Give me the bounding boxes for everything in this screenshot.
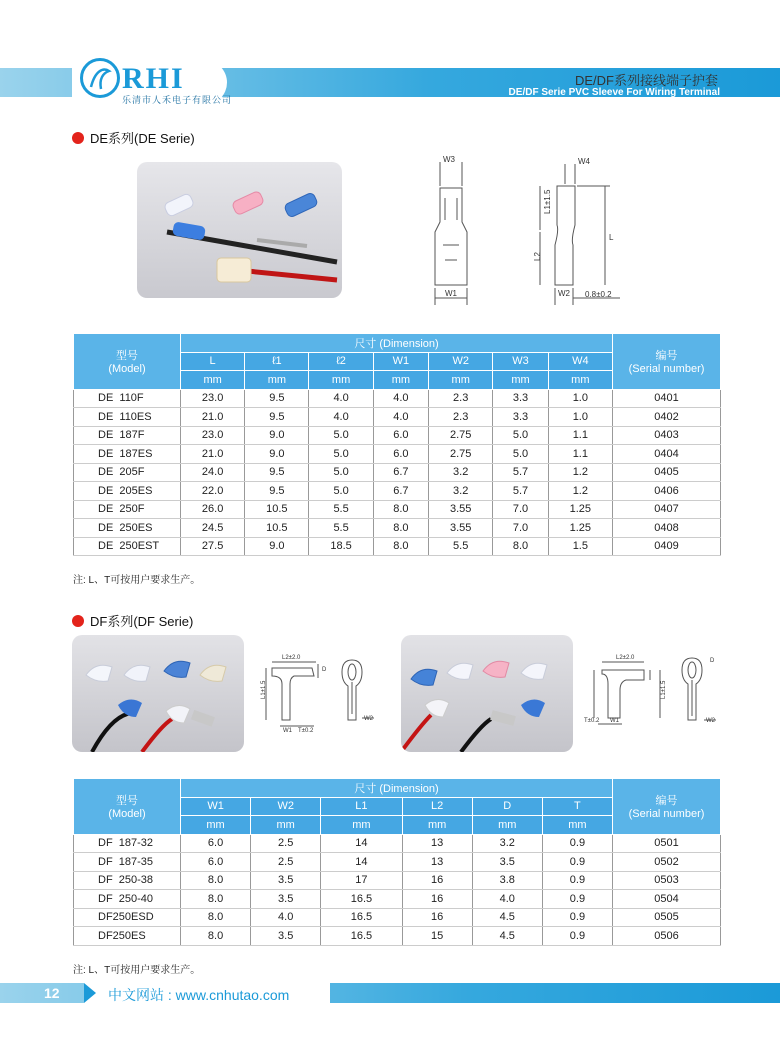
value-cell: 4.0: [309, 408, 373, 427]
unit-cell: mm: [493, 371, 548, 390]
table-row: [74, 853, 721, 872]
de-product-photo: [137, 162, 342, 298]
serial-cell: 0404: [613, 445, 721, 464]
serial-cell: 0504: [613, 890, 721, 909]
value-cell: 0.9: [542, 834, 612, 853]
svg-text:W2: W2: [706, 718, 715, 724]
model-header: 型号 (Model): [74, 334, 181, 390]
value-cell: 18.5: [309, 537, 373, 556]
svg-text:W2: W2: [364, 716, 373, 722]
table-row: [74, 890, 721, 909]
value-cell: 9.0: [245, 426, 309, 445]
page-number: 12: [44, 985, 60, 1001]
value-cell: 5.0: [309, 463, 373, 482]
serial-header: 编号 (Serial number): [613, 779, 721, 835]
value-cell: 16: [402, 871, 472, 890]
value-cell: 1.2: [548, 463, 612, 482]
value-cell: 24.5: [181, 519, 245, 538]
value-cell: 5.0: [493, 445, 548, 464]
value-cell: 6.7: [373, 482, 428, 501]
value-cell: 8.0: [373, 537, 428, 556]
col-header: W1: [373, 352, 428, 371]
dimension-header: 尺寸 (Dimension): [181, 334, 613, 353]
value-cell: 4.5: [472, 908, 542, 927]
col-header: ℓ2: [309, 352, 373, 371]
table-row: [74, 408, 721, 427]
value-cell: 8.0: [493, 537, 548, 556]
table-row: [74, 445, 721, 464]
value-cell: 6.0: [181, 834, 251, 853]
value-cell: 24.0: [181, 463, 245, 482]
value-cell: 9.0: [245, 445, 309, 464]
svg-text:0.8±0.2: 0.8±0.2: [585, 290, 612, 299]
value-cell: 23.0: [181, 426, 245, 445]
value-cell: 8.0: [181, 890, 251, 909]
value-cell: 8.0: [181, 927, 251, 946]
value-cell: 16.5: [321, 890, 402, 909]
value-cell: 4.0: [373, 389, 428, 408]
serial-cell: 0401: [613, 389, 721, 408]
col-header: W3: [493, 352, 548, 371]
table-row: [74, 389, 721, 408]
value-cell: 6.7: [373, 463, 428, 482]
svg-text:D: D: [322, 667, 327, 673]
value-cell: 2.5: [251, 834, 321, 853]
svg-text:L1±1.5: L1±1.5: [261, 680, 267, 699]
value-cell: 2.75: [429, 426, 493, 445]
value-cell: 8.0: [373, 519, 428, 538]
svg-text:L2: L2: [533, 252, 542, 261]
de-spec-table: [73, 333, 721, 556]
df-table-body: [74, 834, 721, 945]
value-cell: 14: [321, 834, 402, 853]
value-cell: 5.5: [309, 500, 373, 519]
value-cell: 16.5: [321, 927, 402, 946]
value-cell: 14: [321, 853, 402, 872]
bullet-dot-icon: [72, 132, 84, 144]
serial-cell: 0501: [613, 834, 721, 853]
page-title-cn: DE/DF系列接线端子护套: [574, 73, 718, 88]
table-row: [74, 927, 721, 946]
value-cell: 7.0: [493, 500, 548, 519]
col-header: W2: [251, 797, 321, 816]
model-cell: DF 187-35: [74, 853, 181, 872]
table-row: [74, 500, 721, 519]
value-cell: 8.0: [181, 908, 251, 927]
value-cell: 3.5: [251, 890, 321, 909]
serial-header: 编号 (Serial number): [613, 334, 721, 390]
svg-text:T±0.2: T±0.2: [298, 728, 314, 734]
table-row: [74, 482, 721, 501]
value-cell: 5.0: [309, 445, 373, 464]
footer-white-area: [330, 1003, 780, 1047]
table-row: [74, 426, 721, 445]
df-section-title: DF系列(DF Serie): [72, 611, 193, 630]
value-cell: 10.5: [245, 519, 309, 538]
value-cell: 5.0: [493, 426, 548, 445]
svg-text:W1: W1: [283, 728, 292, 734]
value-cell: 16: [402, 890, 472, 909]
table-row: [74, 537, 721, 556]
value-cell: 0.9: [542, 927, 612, 946]
value-cell: 27.5: [181, 537, 245, 556]
value-cell: 2.75: [429, 445, 493, 464]
footer-arrow-icon: [84, 983, 96, 1003]
svg-text:L1±1.5: L1±1.5: [661, 680, 667, 699]
value-cell: 3.5: [251, 927, 321, 946]
svg-text:D: D: [710, 658, 715, 664]
col-header: D: [472, 797, 542, 816]
svg-text:W4: W4: [578, 157, 590, 166]
model-cell: DE 205F: [74, 463, 181, 482]
serial-cell: 0407: [613, 500, 721, 519]
value-cell: 23.0: [181, 389, 245, 408]
serial-cell: 0403: [613, 426, 721, 445]
value-cell: 26.0: [181, 500, 245, 519]
unit-cell: mm: [321, 816, 402, 835]
serial-cell: 0502: [613, 853, 721, 872]
value-cell: 10.5: [245, 500, 309, 519]
value-cell: 1.1: [548, 445, 612, 464]
logo-text: RHI: [122, 62, 185, 95]
serial-cell: 0505: [613, 908, 721, 927]
value-cell: 1.1: [548, 426, 612, 445]
col-header: W2: [429, 352, 493, 371]
value-cell: 22.0: [181, 482, 245, 501]
serial-cell: 0409: [613, 537, 721, 556]
value-cell: 16.5: [321, 908, 402, 927]
serial-cell: 0408: [613, 519, 721, 538]
value-cell: 4.5: [472, 927, 542, 946]
svg-text:W2: W2: [558, 289, 570, 298]
unit-cell: mm: [181, 371, 245, 390]
value-cell: 1.25: [548, 519, 612, 538]
model-header: 型号 (Model): [74, 779, 181, 835]
model-cell: DE 250ES: [74, 519, 181, 538]
value-cell: 0.9: [542, 890, 612, 909]
col-header: L2: [402, 797, 472, 816]
value-cell: 9.0: [245, 537, 309, 556]
value-cell: 5.0: [309, 426, 373, 445]
model-cell: DE 250F: [74, 500, 181, 519]
svg-text:W1: W1: [445, 289, 457, 298]
value-cell: 5.0: [309, 482, 373, 501]
value-cell: 1.0: [548, 408, 612, 427]
value-cell: 3.55: [429, 519, 493, 538]
value-cell: 9.5: [245, 389, 309, 408]
de-dimension-drawing: [425, 150, 635, 310]
value-cell: 3.2: [472, 834, 542, 853]
model-cell: DE 250EST: [74, 537, 181, 556]
value-cell: 5.7: [493, 482, 548, 501]
value-cell: 4.0: [251, 908, 321, 927]
model-cell: DF250ESD: [74, 908, 181, 927]
value-cell: 3.3: [493, 408, 548, 427]
value-cell: 9.5: [245, 482, 309, 501]
value-cell: 13: [402, 853, 472, 872]
value-cell: 21.0: [181, 445, 245, 464]
value-cell: 9.5: [245, 463, 309, 482]
unit-cell: mm: [245, 371, 309, 390]
value-cell: 5.5: [309, 519, 373, 538]
value-cell: 6.0: [373, 445, 428, 464]
value-cell: 2.5: [251, 853, 321, 872]
df-product-photo-right: [401, 635, 573, 752]
dimension-header: 尺寸 (Dimension): [181, 779, 613, 798]
df-dimension-drawing-right: [580, 640, 730, 735]
value-cell: 1.25: [548, 500, 612, 519]
model-cell: DE 205ES: [74, 482, 181, 501]
unit-cell: mm: [548, 371, 612, 390]
unit-cell: mm: [251, 816, 321, 835]
svg-text:W1: W1: [610, 718, 619, 724]
value-cell: 6.0: [181, 853, 251, 872]
value-cell: 0.9: [542, 853, 612, 872]
table-row: [74, 871, 721, 890]
model-cell: DE 110ES: [74, 408, 181, 427]
col-header: L: [181, 352, 245, 371]
table-row: [74, 908, 721, 927]
col-header: L1: [321, 797, 402, 816]
unit-cell: mm: [309, 371, 373, 390]
df-dimension-drawing-left: [252, 640, 392, 735]
serial-cell: 0402: [613, 408, 721, 427]
value-cell: 8.0: [373, 500, 428, 519]
value-cell: 3.5: [251, 871, 321, 890]
value-cell: 1.5: [548, 537, 612, 556]
df-note: 注: L、T可按用户要求生产。: [73, 965, 201, 976]
bullet-dot-icon: [72, 615, 84, 627]
model-cell: DF 187-32: [74, 834, 181, 853]
value-cell: 2.3: [429, 389, 493, 408]
unit-cell: mm: [181, 816, 251, 835]
value-cell: 0.9: [542, 871, 612, 890]
serial-cell: 0406: [613, 482, 721, 501]
col-header: W1: [181, 797, 251, 816]
logo-icon: [80, 58, 120, 98]
df-product-photo-left: [72, 635, 244, 752]
value-cell: 4.0: [373, 408, 428, 427]
value-cell: 9.5: [245, 408, 309, 427]
svg-text:L2±2.0: L2±2.0: [282, 655, 301, 661]
de-section-title: DE系列(DE Serie): [72, 128, 195, 147]
value-cell: 4.0: [309, 389, 373, 408]
value-cell: 6.0: [373, 426, 428, 445]
unit-cell: mm: [373, 371, 428, 390]
logo-company-name: 乐清市人禾电子有限公司: [122, 95, 233, 105]
model-cell: DF 250-40: [74, 890, 181, 909]
model-cell: DF 250-38: [74, 871, 181, 890]
value-cell: 3.2: [429, 482, 493, 501]
value-cell: 5.7: [493, 463, 548, 482]
col-header: T: [542, 797, 612, 816]
value-cell: 15: [402, 927, 472, 946]
footer-website-link[interactable]: 中文网站 : www.cnhutao.com: [108, 987, 290, 1003]
de-table-body: [74, 389, 721, 556]
value-cell: 3.5: [472, 853, 542, 872]
value-cell: 0.9: [542, 908, 612, 927]
value-cell: 7.0: [493, 519, 548, 538]
svg-text:L2±2.0: L2±2.0: [616, 655, 635, 661]
value-cell: 13: [402, 834, 472, 853]
de-note: 注: L、T可按用户要求生产。: [73, 575, 201, 586]
value-cell: 8.0: [181, 871, 251, 890]
value-cell: 5.5: [429, 537, 493, 556]
value-cell: 1.2: [548, 482, 612, 501]
value-cell: 1.0: [548, 389, 612, 408]
model-cell: DE 187F: [74, 426, 181, 445]
value-cell: 3.8: [472, 871, 542, 890]
value-cell: 2.3: [429, 408, 493, 427]
svg-text:L: L: [609, 233, 614, 242]
unit-cell: mm: [402, 816, 472, 835]
svg-text:T±0.2: T±0.2: [584, 718, 600, 724]
table-row: [74, 519, 721, 538]
value-cell: 3.55: [429, 500, 493, 519]
unit-cell: mm: [542, 816, 612, 835]
table-row: [74, 834, 721, 853]
table-row: [74, 463, 721, 482]
svg-text:W3: W3: [443, 155, 455, 164]
unit-cell: mm: [429, 371, 493, 390]
value-cell: 4.0: [472, 890, 542, 909]
col-header: ℓ1: [245, 352, 309, 371]
serial-cell: 0503: [613, 871, 721, 890]
model-cell: DE 110F: [74, 389, 181, 408]
df-spec-table: [73, 778, 721, 946]
svg-text:L1±1.5: L1±1.5: [543, 189, 552, 214]
value-cell: 16: [402, 908, 472, 927]
value-cell: 21.0: [181, 408, 245, 427]
serial-cell: 0405: [613, 463, 721, 482]
col-header: W4: [548, 352, 612, 371]
page-title-en: DE/DF Serie PVC Sleeve For Wiring Terminal: [508, 87, 720, 98]
value-cell: 3.2: [429, 463, 493, 482]
model-cell: DF250ES: [74, 927, 181, 946]
serial-cell: 0506: [613, 927, 721, 946]
model-cell: DE 187ES: [74, 445, 181, 464]
value-cell: 3.3: [493, 389, 548, 408]
value-cell: 17: [321, 871, 402, 890]
unit-cell: mm: [472, 816, 542, 835]
